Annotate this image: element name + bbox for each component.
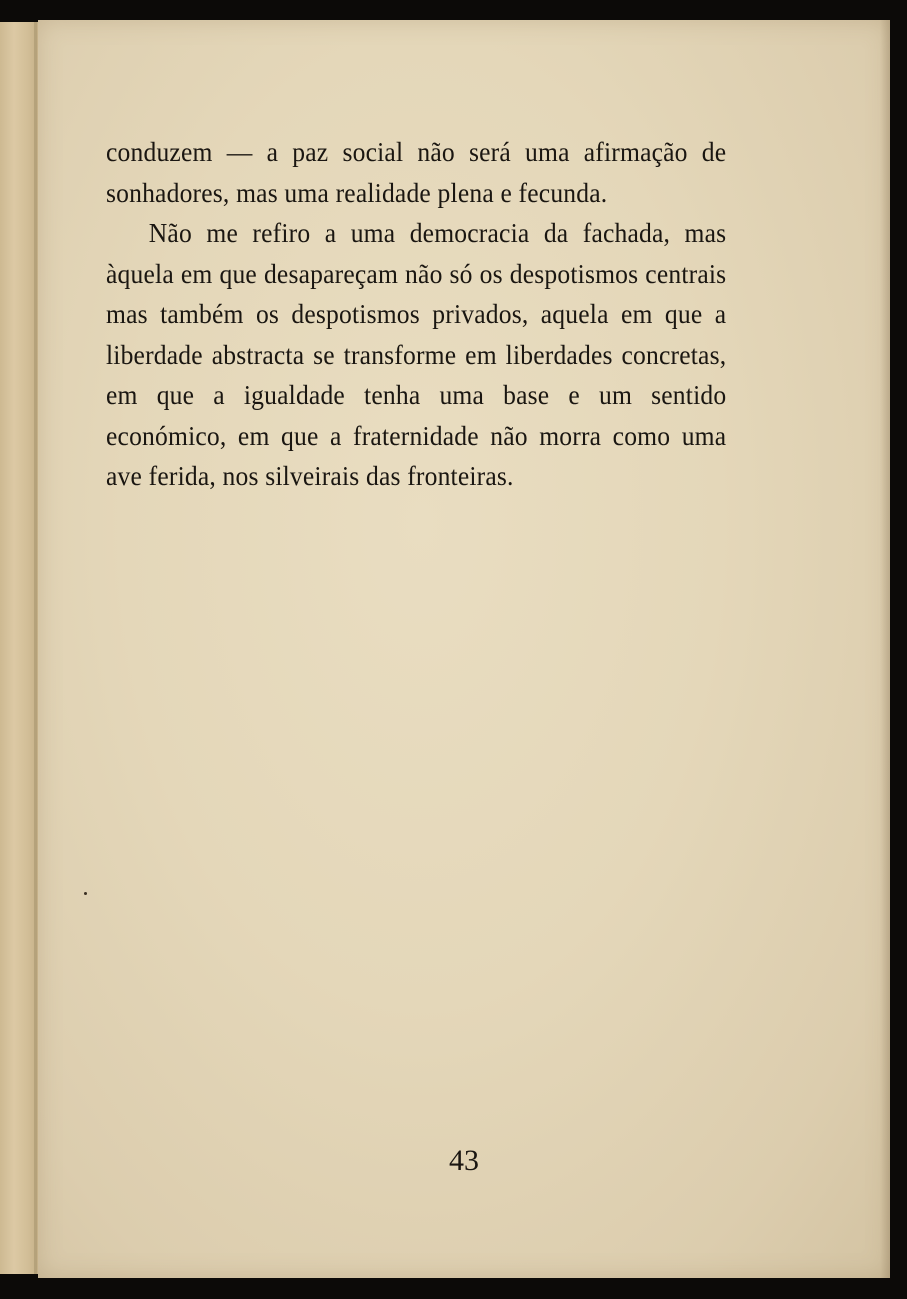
paragraph-continuation: conduzem — a paz social não será uma afirmação de sonhadores, mas uma realidade plena e fecunda.: [106, 136, 727, 208]
page-body-text: [106, 132, 726, 497]
paragraph-democracy: Não me refiro a uma democracia da fachada, mas àquela em que desapareçam não só os despotismos centrais mas também os despotismos privados, aquela em que a liberdade abstracta se transforme em liberdades concretas, em que a igualdade tenha uma base e um sentido económico, em que a fraternidade não morra como uma ave ferida, nos silveirais das fronteiras.: [106, 217, 727, 491]
page-gutter: [34, 22, 37, 1274]
paper-speck: [84, 892, 87, 895]
page-number: 43: [449, 1144, 479, 1177]
book-page: [38, 20, 890, 1278]
